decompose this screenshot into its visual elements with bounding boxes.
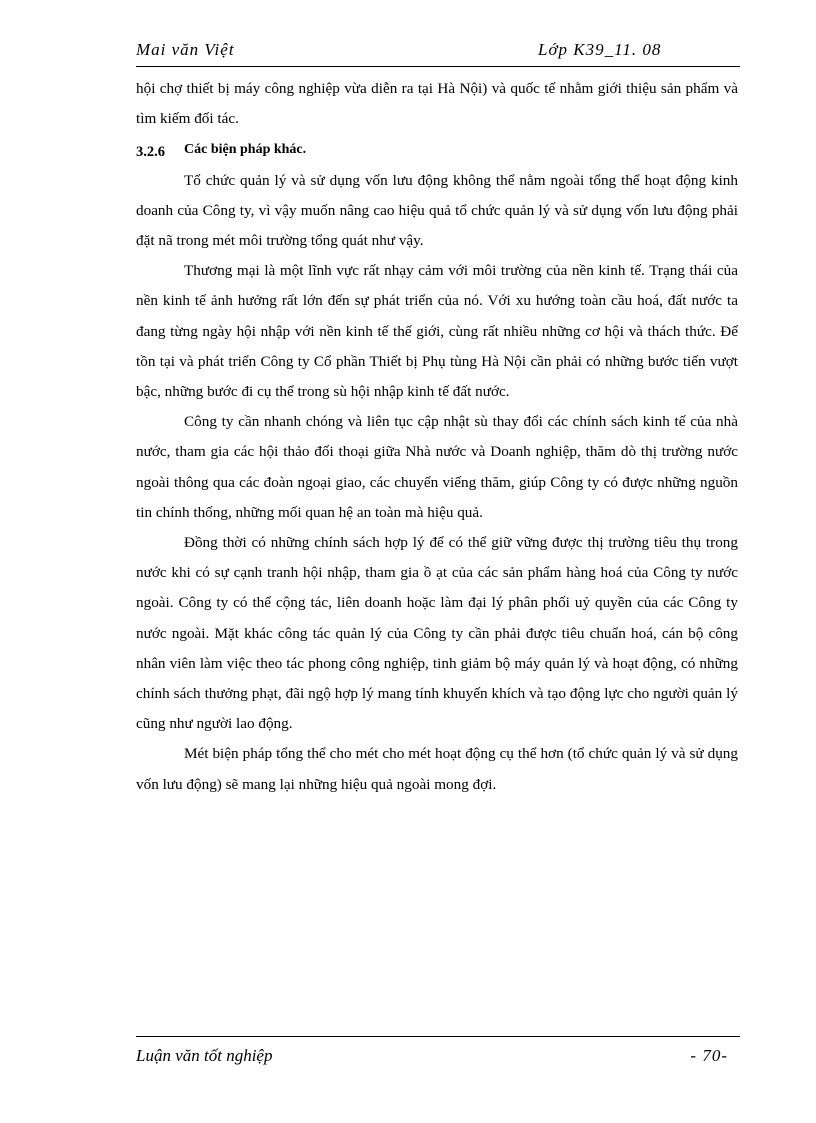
paragraph-continued: hội chợ thiết bị máy công nghiệp vừa diễn ra tại Hà Nội) và quốc tế nhằm giới thiệu sản phẩm và tìm kiếm đối tác.	[136, 80, 738, 128]
section-number: 3.2.6	[136, 144, 165, 161]
footer-title: Luận văn tốt nghiệp	[136, 1046, 273, 1065]
paragraph-1: Tổ chức quản lý và sử dụng vốn lưu động không thể nằm ngoài tổng thể hoạt động kinh doanh của Công ty, vì vậy muốn nâng cao hiệu quả tổ chức quản lý và sử dụng vốn lưu động phải đặt nã trong mét môi trường tổng quát như vậy.	[136, 171, 738, 250]
section-heading	[136, 134, 738, 165]
page-header	[136, 40, 740, 64]
paragraph-3: Công ty cần nhanh chóng và liên tục cập nhật sù thay đổi các chính sách kinh tế của nhà nước, tham gia các hội thảo đối thoại giữa Nhà nước và Doanh nghiệp, thăm dò thị trường nước ngoài thông qua các đoàn ngoại giao, các chuyến viếng thăm, giúp Công ty có được những nguồn tin chính thống, những mối quan hệ an toàn mà hiệu quả.	[136, 413, 738, 521]
document-body	[136, 74, 738, 800]
header-author: Mai văn Việt	[136, 40, 235, 59]
page-number: - 70-	[690, 1046, 728, 1065]
paragraph-4: Đồng thời có những chính sách hợp lý để có thể giữ vững được thị trường tiêu thụ trong nước khi có sự cạnh tranh hội nhập, tham gia ồ ạt của các sản phẩm hàng hoá của Công ty nước ngoài. Công ty có thể cộng tác, liên doanh hoặc làm đại lý phân phối uỷ quyền của các Công ty nước ngoài. Mặt khác công tác quản lý của Công ty cần phải được tiêu chuẩn hoá, cán bộ công nhân viên làm việc theo tác phong công nghiệp, tinh giảm bộ máy quản lý và hoạt động, có những chính sách thưởng phạt, đãi ngộ hợp lý mang tính khuyến khích và tạo động lực cho người quản lý cũng như người lao động.	[136, 534, 738, 733]
paragraph-2: Thương mại là một lĩnh vực rất nhạy cảm với môi trường của nền kinh tế. Trạng thái của nền kinh tế ảnh hưởng rất lớn đến sự phát triển của nó. Với xu hướng toàn cầu hoá, đất nước ta đang từng ngày hội nhập với nền kinh tế thế giới, cùng rất nhiều những cơ hội và thách thức. Để tồn tại và phát triển Công ty Cổ phần Thiết bị Phụ tùng Hà Nội cần phải có những bước tiến vượt bậc, những bước đi cụ thể trong sù hội nhập kinh tế đất nước.	[136, 262, 738, 401]
header-rule	[136, 66, 740, 67]
page-footer	[136, 1046, 740, 1070]
paragraph-5: Mét biện pháp tổng thể cho mét cho mét hoạt động cụ thể hơn (tổ chức quản lý và sử dụng vốn lưu động) sẽ mang lại những hiệu quả ngoài mong đợi.	[136, 745, 738, 793]
section-title: Các biện pháp khác.	[184, 142, 307, 158]
header-class: Lớp K39_11. 08	[538, 40, 662, 59]
footer-rule	[136, 1036, 740, 1037]
